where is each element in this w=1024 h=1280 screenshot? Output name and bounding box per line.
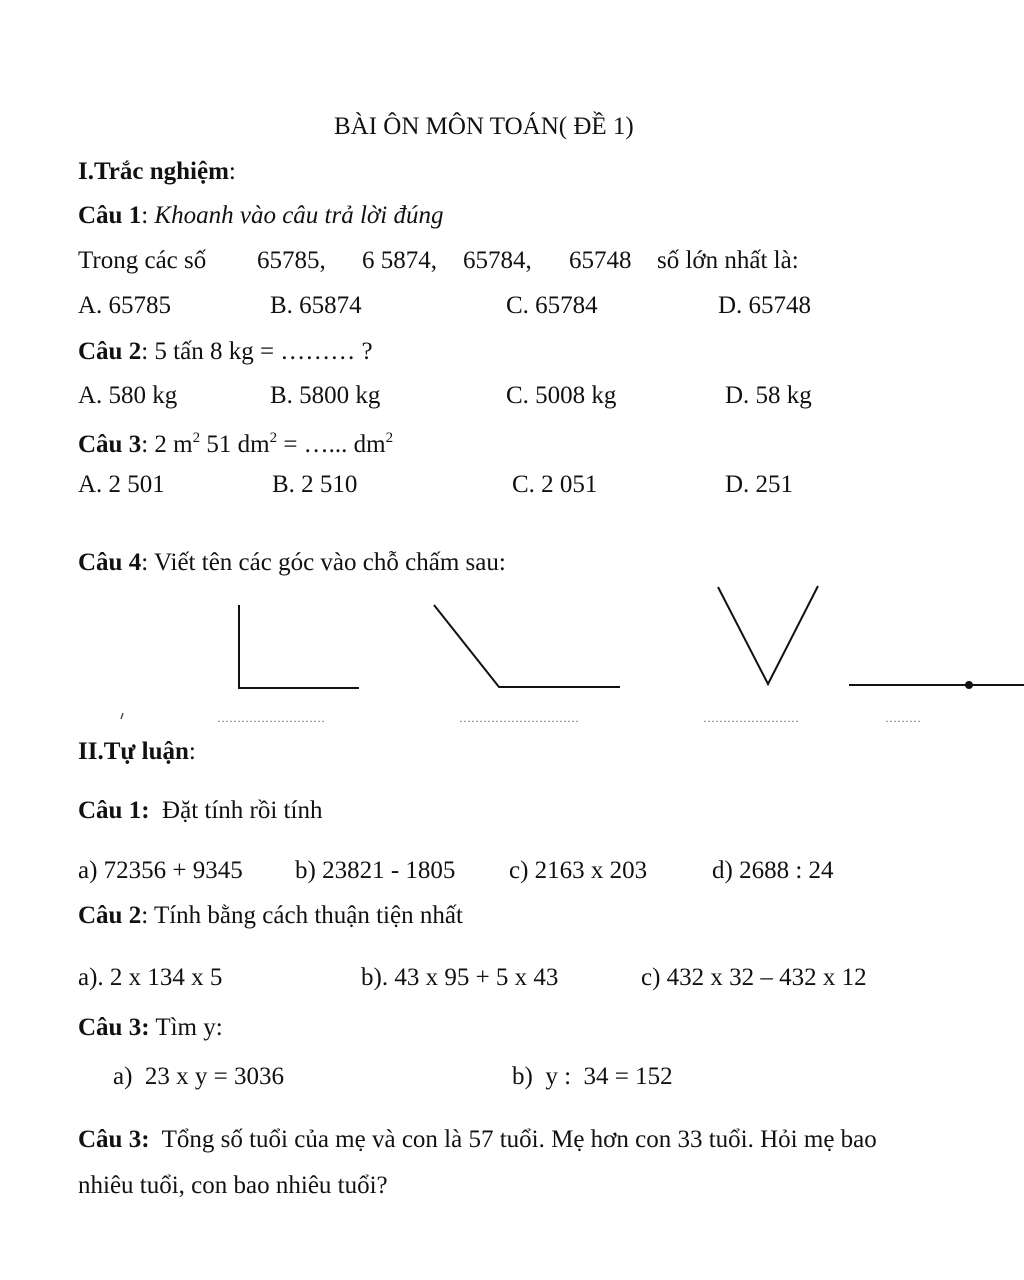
number-item: 65784, <box>463 247 532 274</box>
exercise-item: a). 2 x 134 x 5 <box>78 964 223 991</box>
answer-blank[interactable]: ………………………… <box>459 711 579 725</box>
question-label: Câu 3 <box>78 431 142 458</box>
exercise-item: b) 23821 - 1805 <box>295 857 456 884</box>
essay-question-1 <box>78 798 322 823</box>
answer-option-a[interactable]: A. 2 501 <box>78 471 165 498</box>
essay-question-2 <box>78 903 463 928</box>
number-item: 6 5874, <box>362 247 437 274</box>
question-1-prompt-intro: Trong các số <box>78 247 207 274</box>
question-text: : Tính bằng cách thuận tiện nhất <box>141 902 463 929</box>
question-text-continued: nhiêu tuổi, con bao nhiêu tuổi? <box>78 1172 388 1199</box>
question-text-c: = …... dm <box>277 431 386 458</box>
answer-option-a[interactable]: A. 580 kg <box>78 382 178 409</box>
answer-option-b[interactable]: B. 2 510 <box>272 471 358 498</box>
exercise-item: b) y : 34 = 152 <box>512 1063 673 1090</box>
exercise-item: a) 23 x y = 3036 <box>113 1063 285 1090</box>
question-label: Câu 4 <box>78 549 142 576</box>
question-text: : Viết tên các góc vào chỗ chấm sau: <box>141 549 506 576</box>
exercise-item: d) 2688 : 24 <box>712 857 834 884</box>
acute-angle-figure <box>718 586 818 684</box>
question-text: : 5 tấn 8 kg = ……… ? <box>141 338 373 365</box>
separator: : <box>141 202 155 229</box>
exercise-item: a) 72356 + 9345 <box>78 857 243 884</box>
number-item: 65785, <box>257 247 326 274</box>
answer-option-d[interactable]: D. 251 <box>725 471 794 498</box>
essay-question-3 <box>78 1015 223 1040</box>
obtuse-angle-figure <box>434 605 620 687</box>
question-text-b: 51 dm <box>200 431 270 458</box>
section-heading-text: II.Tự luận <box>78 738 189 765</box>
exercise-item: c) 432 x 32 – 432 x 12 <box>641 964 867 991</box>
question-text-a: : 2 m <box>141 431 193 458</box>
colon: : <box>188 738 196 765</box>
question-instruction: Khoanh vào câu trả lời đúng <box>154 202 444 229</box>
straight-angle-figure <box>849 681 1024 689</box>
exponent: 2 <box>269 430 278 446</box>
question-label: Câu 3: <box>78 1014 150 1041</box>
stray-mark <box>121 713 123 719</box>
answer-option-c[interactable]: C. 65784 <box>506 292 598 319</box>
exponent: 2 <box>192 430 201 446</box>
answer-option-a[interactable]: A. 65785 <box>78 292 172 319</box>
essay-question-4 <box>78 1127 877 1152</box>
question-label: Câu 3: <box>78 1126 150 1153</box>
question-label: Câu 2 <box>78 902 142 929</box>
section-heading-essay <box>78 739 196 764</box>
answer-option-c[interactable]: C. 2 051 <box>512 471 598 498</box>
answer-blank[interactable]: …………………… <box>703 711 799 725</box>
answer-blank[interactable]: ……… <box>885 711 921 725</box>
question-label: Câu 1 <box>78 202 142 229</box>
exercise-item: c) 2163 x 203 <box>509 857 648 884</box>
question-label: Câu 1: <box>78 797 150 824</box>
question-1-prompt-end: số lớn nhất là: <box>657 247 799 274</box>
answer-blank[interactable]: ……………………… <box>217 711 325 725</box>
exponent: 2 <box>385 430 394 446</box>
colon: : <box>228 158 236 185</box>
right-angle-figure <box>239 605 359 688</box>
question-text: Đặt tính rồi tính <box>149 797 323 824</box>
question-label: Câu 2 <box>78 338 142 365</box>
section-heading-text: I.Trắc nghiệm <box>78 158 229 185</box>
question-text: Tìm y: <box>149 1014 223 1041</box>
answer-option-d[interactable]: D. 65748 <box>718 292 812 319</box>
answer-option-b[interactable]: B. 5800 kg <box>270 382 381 409</box>
answer-option-d[interactable]: D. 58 kg <box>725 382 812 409</box>
number-item: 65748 <box>569 247 632 274</box>
answer-option-c[interactable]: C. 5008 kg <box>506 382 617 409</box>
page-title: BÀI ÔN MÔN TOÁN( ĐỀ 1) <box>334 113 634 140</box>
exercise-item: b). 43 x 95 + 5 x 43 <box>361 964 559 991</box>
answer-option-b[interactable]: B. 65874 <box>270 292 362 319</box>
question-text: Tổng số tuổi của mẹ và con là 57 tuổi. Mẹ hơn con 33 tuổi. Hỏi mẹ bao <box>149 1126 877 1153</box>
